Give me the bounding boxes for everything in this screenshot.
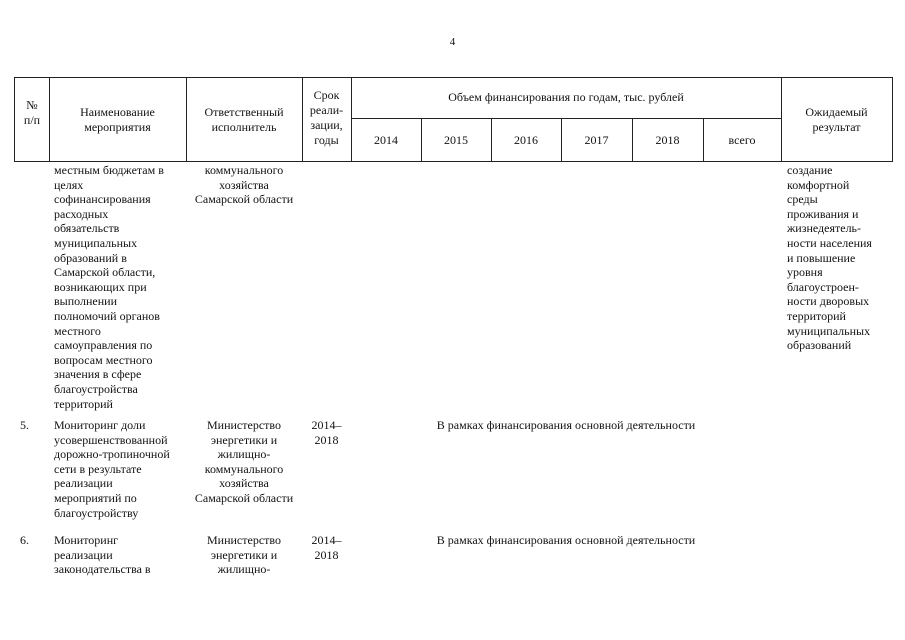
header-year-2014: 2014	[374, 133, 398, 147]
col-border-right	[892, 77, 893, 162]
row-financing: В рамках финансирования основной деятельности	[436, 418, 696, 432]
row-number: 5.	[20, 418, 29, 432]
row-number: 6.	[20, 533, 29, 547]
header-year-2017: 2017	[584, 133, 609, 147]
page-number: 4	[449, 36, 456, 48]
row-name: местным бюджетам в целях софинансирования расходных обязательств муниципальных образований в Самарской области, возникающих при выполнении полномочий органов местного самоуправления по вопросам местного значения в сфере благоустройства территорий	[54, 163, 164, 411]
header-financing: Объем финансирования по годам, тыс. рублей	[448, 90, 684, 104]
header-year-2018: 2018	[655, 133, 680, 147]
row-executor: коммунального хозяйства Самарской области	[194, 163, 294, 207]
header-result: Ожидаемый результат	[805, 105, 868, 134]
row-name: Мониторинг доли усовершенствованной дорожно-тропиночной сети в результате реализации мероприятий по благоустройству	[54, 418, 170, 520]
header-year-2015: 2015	[444, 133, 468, 147]
table-top-border	[14, 77, 893, 78]
row-result: создание комфортной среды проживания и жизнедеятель- ности населения и повышение уровня благоустроен- ности дворовых территорий муниципальных образований	[787, 163, 872, 353]
row-term: 2014– 2018	[311, 533, 342, 562]
header-executor: Ответственный исполнитель	[204, 105, 284, 134]
header-name: Наименование мероприятия	[80, 105, 155, 134]
row-executor: Министерство энергетики и жилищно- коммунального хозяйства Самарской области	[194, 418, 294, 505]
years-row-divider	[351, 118, 781, 119]
header-total: всего	[728, 133, 756, 147]
header-year-2016: 2016	[514, 133, 538, 147]
row-term: 2014– 2018	[311, 418, 342, 447]
row-name: Мониторинг реализации законодательства в	[54, 533, 151, 577]
header-term: Срок реали- зации, годы	[309, 88, 344, 147]
header-num: № п/п	[23, 98, 41, 127]
row-financing: В рамках финансирования основной деятельности	[436, 533, 696, 547]
header-bottom-border	[14, 161, 893, 162]
row-executor: Министерство энергетики и жилищно-	[207, 533, 281, 577]
